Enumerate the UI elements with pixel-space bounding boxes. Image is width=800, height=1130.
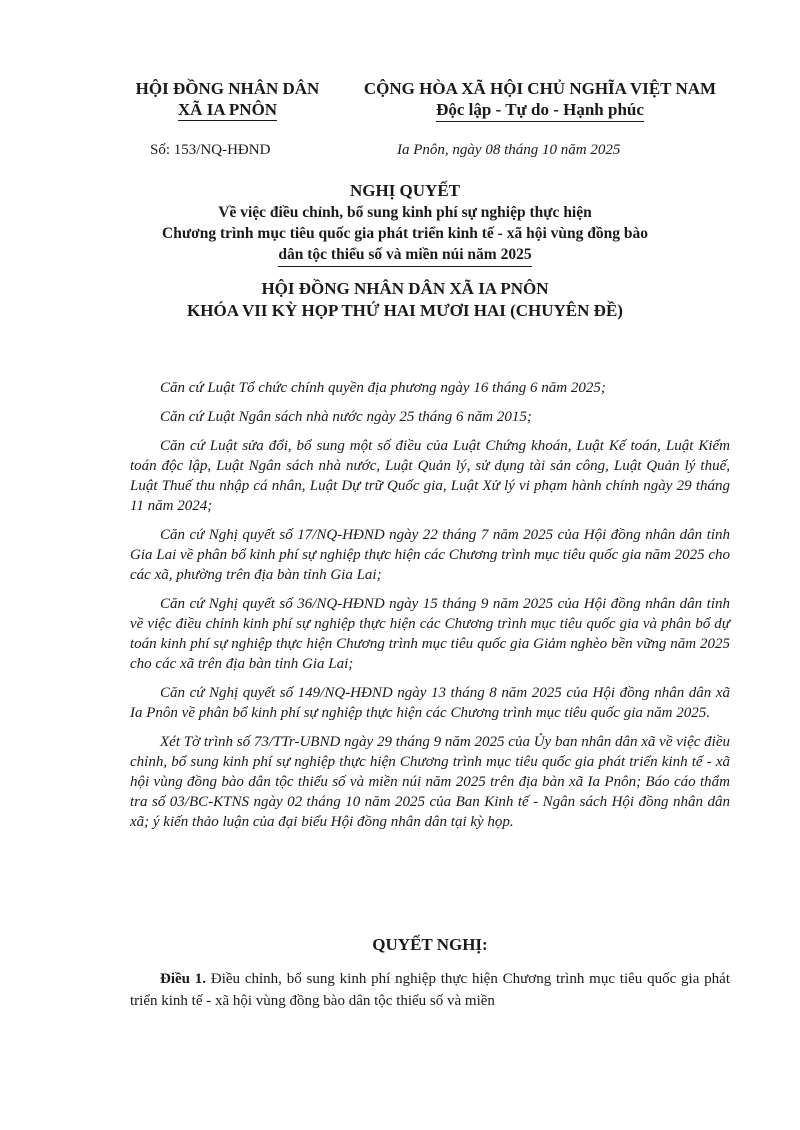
issuer-line-2: KHÓA VII KỲ HỌP THỨ HAI MƯƠI HAI (CHUYÊN ĐỀ) <box>187 301 623 320</box>
national-heading <box>335 78 745 122</box>
legal-basis-item: Xét Tờ trình số 73/TTr-UBND ngày 29 tháng 9 năm 2025 của Ủy ban nhân dân xã về việc điều chỉnh, bổ sung kinh phí sự nghiệp thực hiện Chương trình mục tiêu quốc gia phát triển kinh tế - xã hội vùng đồng bào dân tộc thiểu số và miền núi năm 2025 trên địa bàn xã Ia Pnôn; Báo cáo thẩm tra số 03/BC-KTNS ngày 02 tháng 10 năm 2025 của Ban Kinh tế - Ngân sách Hội đồng nhân dân xã; ý kiến thảo luận của đại biểu Hội đồng nhân dân tại kỳ họp. <box>130 734 730 830</box>
national-motto: Độc lập - Tự do - Hạnh phúc <box>436 99 644 122</box>
place-and-date: Ia Pnôn, ngày 08 tháng 10 năm 2025 <box>397 142 621 158</box>
article-1-label: Điều 1. <box>160 971 207 987</box>
document-type: NGHỊ QUYẾT <box>349 181 461 200</box>
subject-line-3: dân tộc thiểu số và miền núi năm 2025 <box>278 244 531 267</box>
legal-basis <box>130 378 730 841</box>
legal-basis-item: Căn cứ Nghị quyết số 36/NQ-HĐND ngày 15 tháng 9 năm 2025 của Hội đồng nhân dân tỉnh về việc điều chỉnh kinh phí sự nghiệp thực hiện các Chương trình mục tiêu quốc gia và phân bổ dự toán kinh phí sự nghiệp thực hiện Chương trình mục tiêu quốc gia Giảm nghèo bền vững năm 2025 cho các xã trên địa bàn tỉnh Gia Lai; <box>130 596 730 672</box>
legal-basis-item: Căn cứ Luật Tổ chức chính quyền địa phương ngày 16 tháng 6 năm 2025; <box>160 380 606 396</box>
legal-basis-item: Căn cứ Nghị quyết số 149/NQ-HĐND ngày 13 tháng 8 năm 2025 của Hội đồng nhân dân xã Ia Pnôn về phân bổ kinh phí sự nghiệp thực hiện các Chương trình mục tiêu quốc gia năm 2025. <box>130 685 730 721</box>
issuer-line-1: HỘI ĐỒNG NHÂN DÂN XÃ IA PNÔN <box>261 279 549 298</box>
agency-name: HỘI ĐỒNG NHÂN DÂN <box>135 79 320 98</box>
issuing-agency <box>110 78 345 121</box>
subject-line-2: Chương trình mục tiêu quốc gia phát triển kinh tế - xã hội vùng đồng bào <box>162 225 648 242</box>
subject-line-1: Về việc điều chỉnh, bổ sung kinh phí sự nghiệp thực hiện <box>218 204 592 221</box>
legal-basis-item: Căn cứ Nghị quyết số 17/NQ-HĐND ngày 22 tháng 7 năm 2025 của Hội đồng nhân dân tỉnh Gia Lai về phân bổ kinh phí sự nghiệp thực hiện các Chương trình mục tiêu quốc gia năm 2025 cho các xã, phường trên địa bàn tỉnh Gia Lai; <box>130 527 730 583</box>
article-1-text: Điều chỉnh, bổ sung kinh phí nghiệp thực hiện Chương trình mục tiêu quốc gia phát triển kinh tế - xã hội vùng đồng bào dân tộc thiểu số và miền <box>130 971 730 1009</box>
article-1 <box>130 968 730 1012</box>
legal-basis-item: Căn cứ Luật sửa đổi, bổ sung một số điều của Luật Chứng khoán, Luật Kế toán, Luật Kiểm toán độc lập, Luật Ngân sách nhà nước, Luật Quản lý, sử dụng tài sản công, Luật Quản lý thuế, Luật Thuế thu nhập cá nhân, Luật Dự trữ Quốc gia, Luật Xử lý vi phạm hành chính ngày 29 tháng 11 năm 2024; <box>130 438 730 514</box>
decision-heading: QUYẾT NGHỊ: <box>372 935 488 954</box>
agency-commune: XÃ IA PNÔN <box>177 100 278 119</box>
document-title-block <box>80 180 730 322</box>
nation-name: CỘNG HÒA XÃ HỘI CHỦ NGHĨA VIỆT NAM <box>363 79 717 98</box>
legal-basis-item: Căn cứ Luật Ngân sách nhà nước ngày 25 tháng 6 năm 2015; <box>160 409 532 425</box>
document-number: Số: 153/NQ-HĐND <box>150 142 271 158</box>
